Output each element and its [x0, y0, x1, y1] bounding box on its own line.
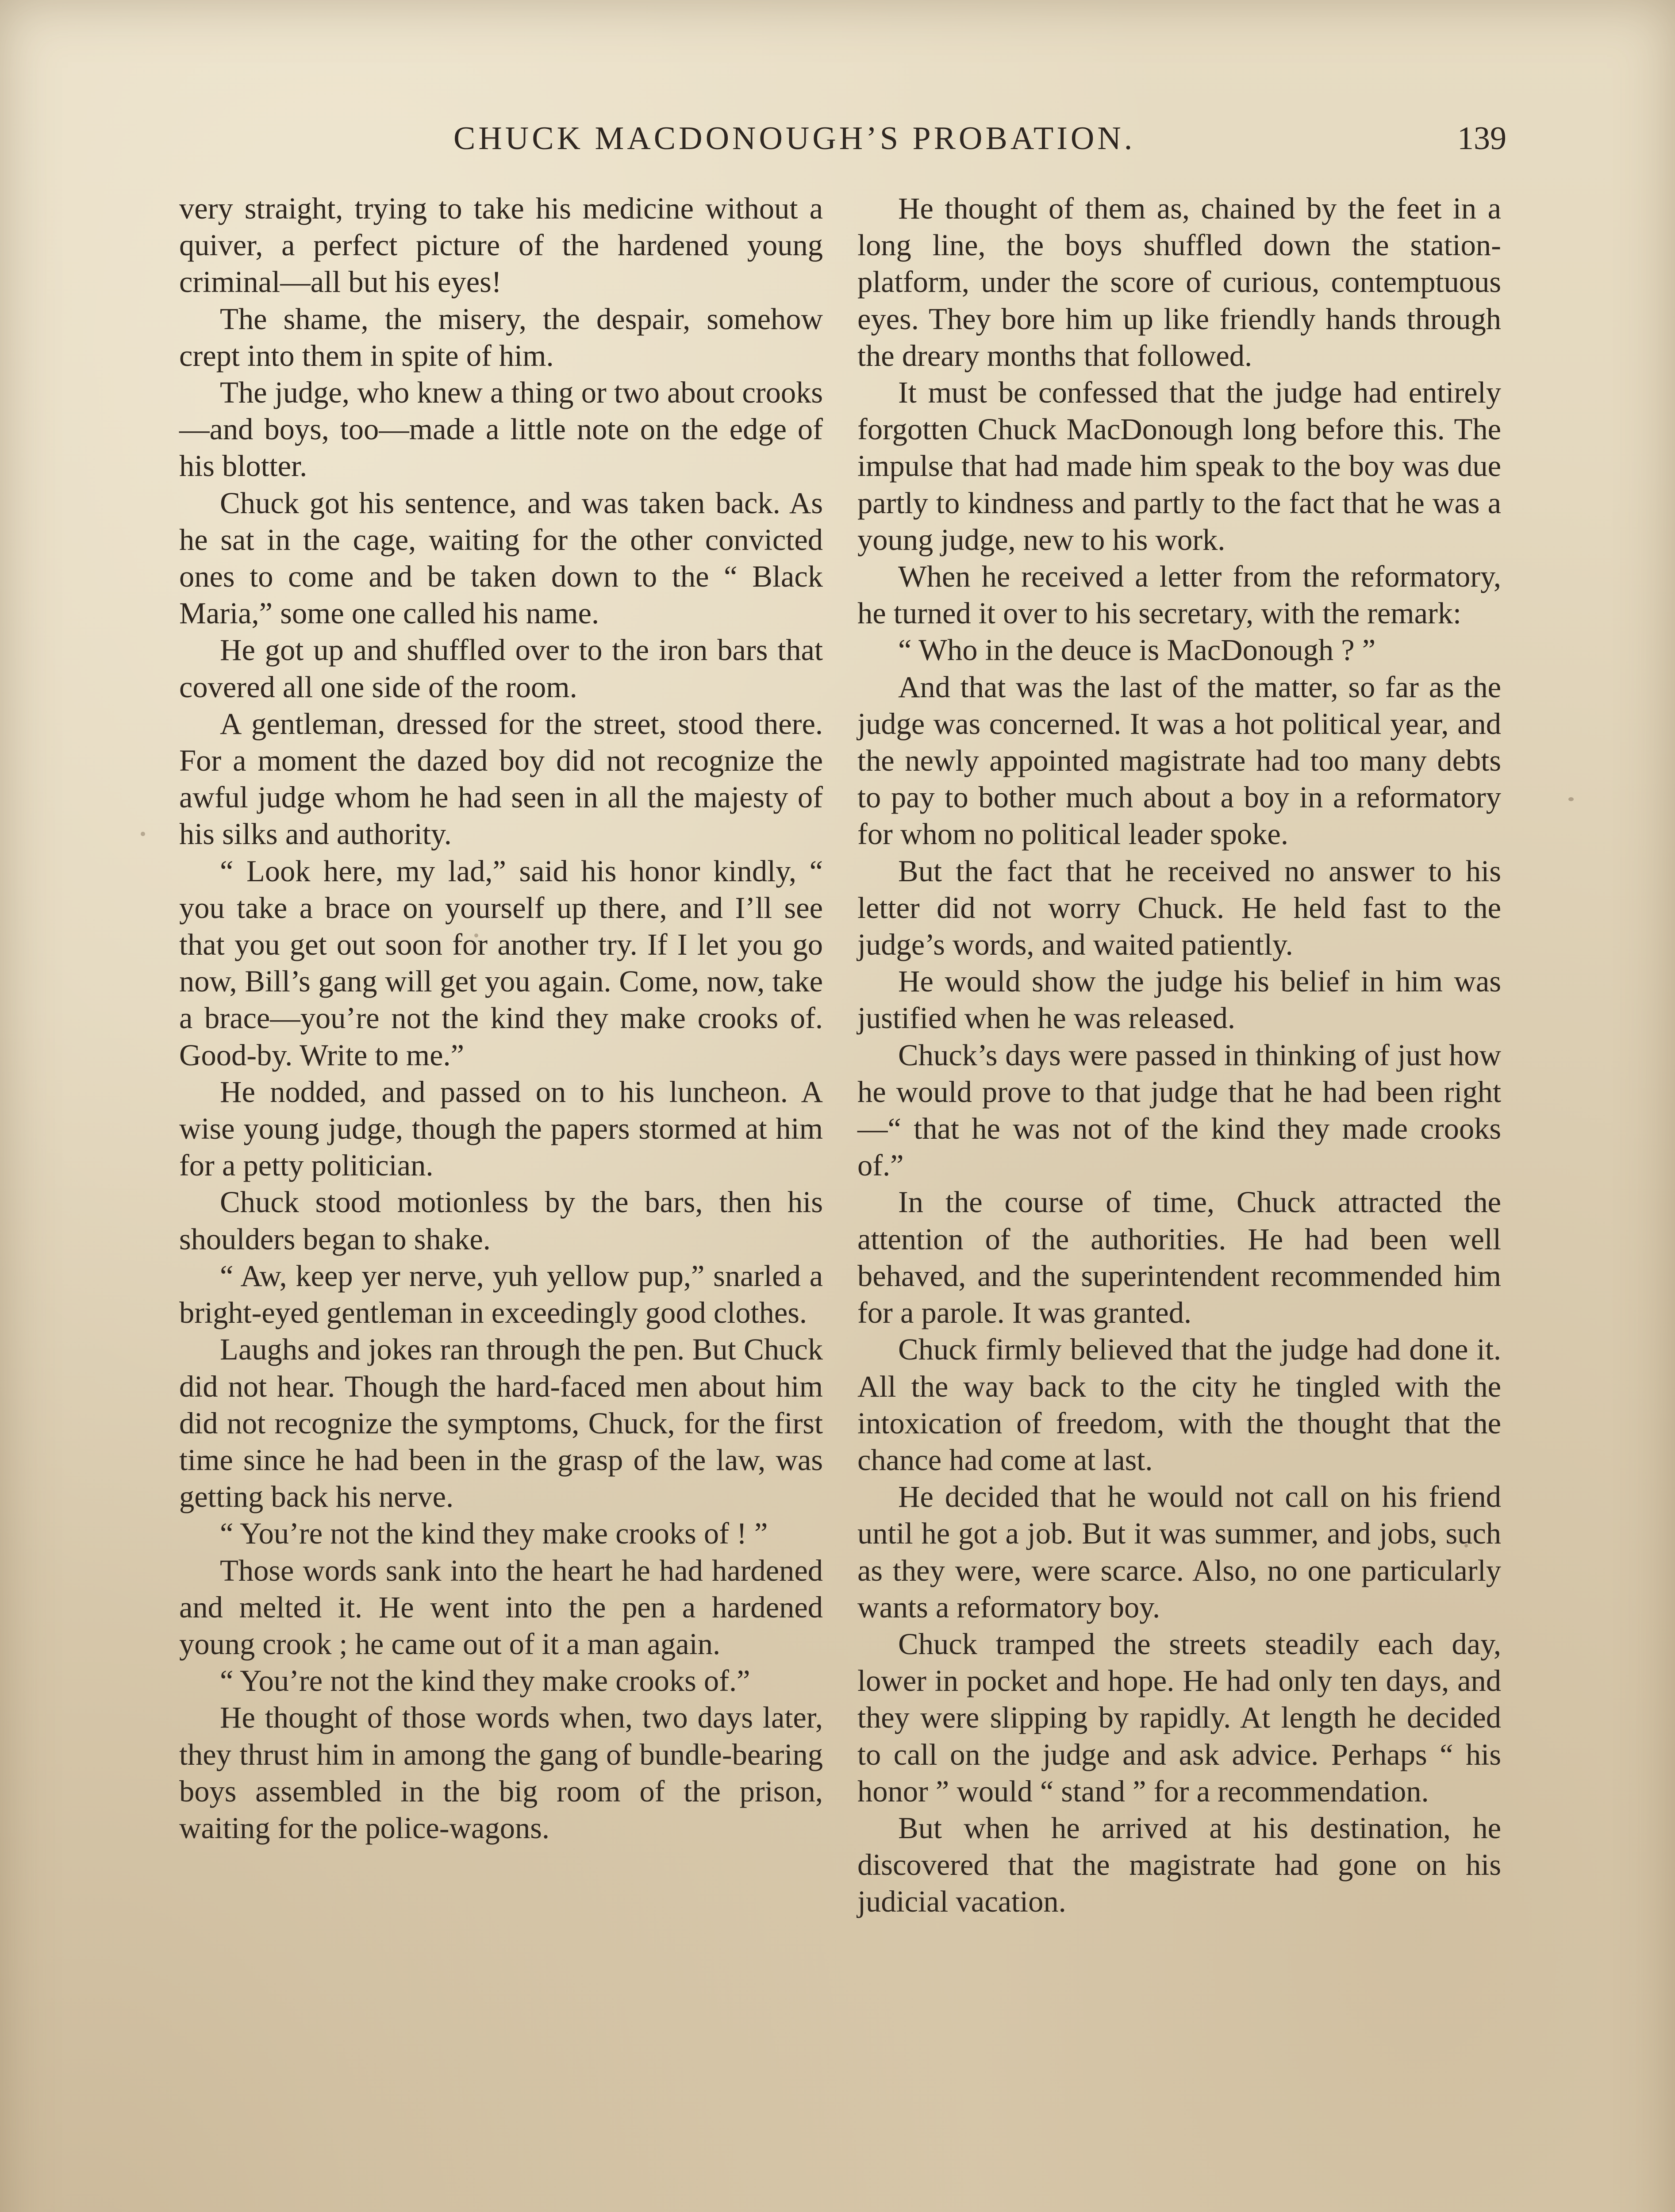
- left-column: [179, 190, 823, 1847]
- paragraph: The shame, the misery, the despair, somehow crept into them in spite of him.: [179, 302, 823, 373]
- paragraph: very straight, trying to take his medicine without a quiver, a perfect picture of the hardened young criminal—all but his eyes!: [179, 192, 823, 299]
- paragraph: “ You’re not the kind they make crooks of ! ”: [220, 1517, 768, 1551]
- running-head: [179, 114, 1506, 163]
- paragraph: He would show the judge his belief in him was justified when he was released.: [857, 964, 1501, 1035]
- paragraph: He decided that he would not call on his friend until he got a job. But it was summer, and jobs, such as they were, were scarce. Also, no one particularly wants a reformatory boy.: [857, 1480, 1501, 1624]
- paragraph: “ Aw, keep yer nerve, yuh yellow pup,” snarled a bright-eyed gentleman in exceedingly good clothes.: [179, 1259, 823, 1330]
- paragraph: It must be confessed that the judge had entirely forgotten Chuck MacDonough long before this. The impulse that had made him speak to the boy was due partly to kindness and partly to the fact that he was a young judge, new to his work.: [857, 376, 1501, 557]
- paper-speck: [141, 832, 145, 836]
- paragraph: Chuck tramped the streets steadily each day, lower in pocket and hope. He had only ten days, and they were slipping by rapidly. At length he decided to call on the judge and ask advice. Perhaps “ his honor ” would “ stand ” for a recommendation.: [857, 1627, 1501, 1808]
- paragraph: He thought of those words when, two days later, they thrust him in among the gang of bundle-bearing boys assembled in the big room of the prison, waiting for the police-wagons.: [179, 1701, 823, 1845]
- paragraph: When he received a letter from the reformatory, he turned it over to his secretary, with the remark:: [857, 560, 1501, 630]
- paragraph: Chuck’s days were passed in thinking of just how he would prove to that judge that he had been right—“ that he was not of the kind they made crooks of.”: [857, 1038, 1501, 1183]
- paragraph: Those words sank into the heart he had hardened and melted it. He went into the pen a hardened young crook ; he came out of it a man again.: [179, 1553, 823, 1661]
- paragraph: “ You’re not the kind they make crooks of.”: [220, 1664, 750, 1698]
- page-number: 139: [1457, 120, 1506, 157]
- paragraph: He got up and shuffled over to the iron bars that covered all one side of the room.: [179, 633, 823, 704]
- paragraph: And that was the last of the matter, so far as the judge was concerned. It was a hot political year, and the newly appointed magistrate had too many debts to pay to bother much about a boy in a reformatory for whom no political leader spoke.: [857, 670, 1501, 851]
- paragraph: A gentleman, dressed for the street, stood there. For a moment the dazed boy did not recognize the awful judge whom he had seen in all the majesty of his silks and authority.: [179, 707, 823, 851]
- paragraph: Chuck stood motionless by the bars, then his shoulders began to shake.: [179, 1185, 823, 1256]
- paragraph: “ Who in the deuce is MacDonough ? ”: [898, 633, 1376, 667]
- paragraph: “ Look here, my lad,” said his honor kindly, “ you take a brace on yourself up there, and I’ll see that you get out soon for another try. If I let you go now, Bill’s gang will get you again. Come, now, take a brace—you’re not the kind they make crooks of. Good-by. Write to me.”: [179, 854, 823, 1072]
- paragraph: The judge, who knew a thing or two about crooks—and boys, too—made a little note on the edge of his blotter.: [179, 376, 823, 483]
- paragraph: In the course of time, Chuck attracted the attention of the authorities. He had been well behaved, and the superintendent recommended him for a parole. It was granted.: [857, 1185, 1501, 1330]
- paper-speck: [474, 933, 478, 937]
- paper-speck: [1464, 1544, 1468, 1548]
- paragraph: Chuck got his sentence, and was taken back. As he sat in the cage, waiting for the other convicted ones to come and be taken down to the “ Black Maria,” some one called his name.: [179, 486, 823, 630]
- paragraph: But the fact that he received no answer to his letter did not worry Chuck. He held fast to the judge’s words, and waited patiently.: [857, 854, 1501, 962]
- paragraph: He nodded, and passed on to his luncheon. A wise young judge, though the papers stormed at him for a petty politician.: [179, 1075, 823, 1183]
- paragraph: He thought of them as, chained by the feet in a long line, the boys shuffled down the station-platform, under the score of curious, contemptuous eyes. They bore him up like friendly hands through the dreary months that followed.: [857, 192, 1501, 373]
- running-title: CHUCK MACDONOUGH’S PROBATION.: [453, 120, 1136, 157]
- right-column: [857, 190, 1501, 1920]
- paragraph: But when he arrived at his destination, he discovered that the magistrate had gone on his judicial vacation.: [857, 1811, 1501, 1919]
- paper-speck: [1568, 797, 1574, 801]
- paragraph: Chuck firmly believed that the judge had done it. All the way back to the city he tingled with the intoxication of freedom, with the thought that the chance had come at last.: [857, 1333, 1501, 1477]
- paragraph: Laughs and jokes ran through the pen. But Chuck did not hear. Though the hard-faced men about him did not recognize the symptoms, Chuck, for the first time since he had been in the grasp of the law, was getting back his nerve.: [179, 1333, 823, 1514]
